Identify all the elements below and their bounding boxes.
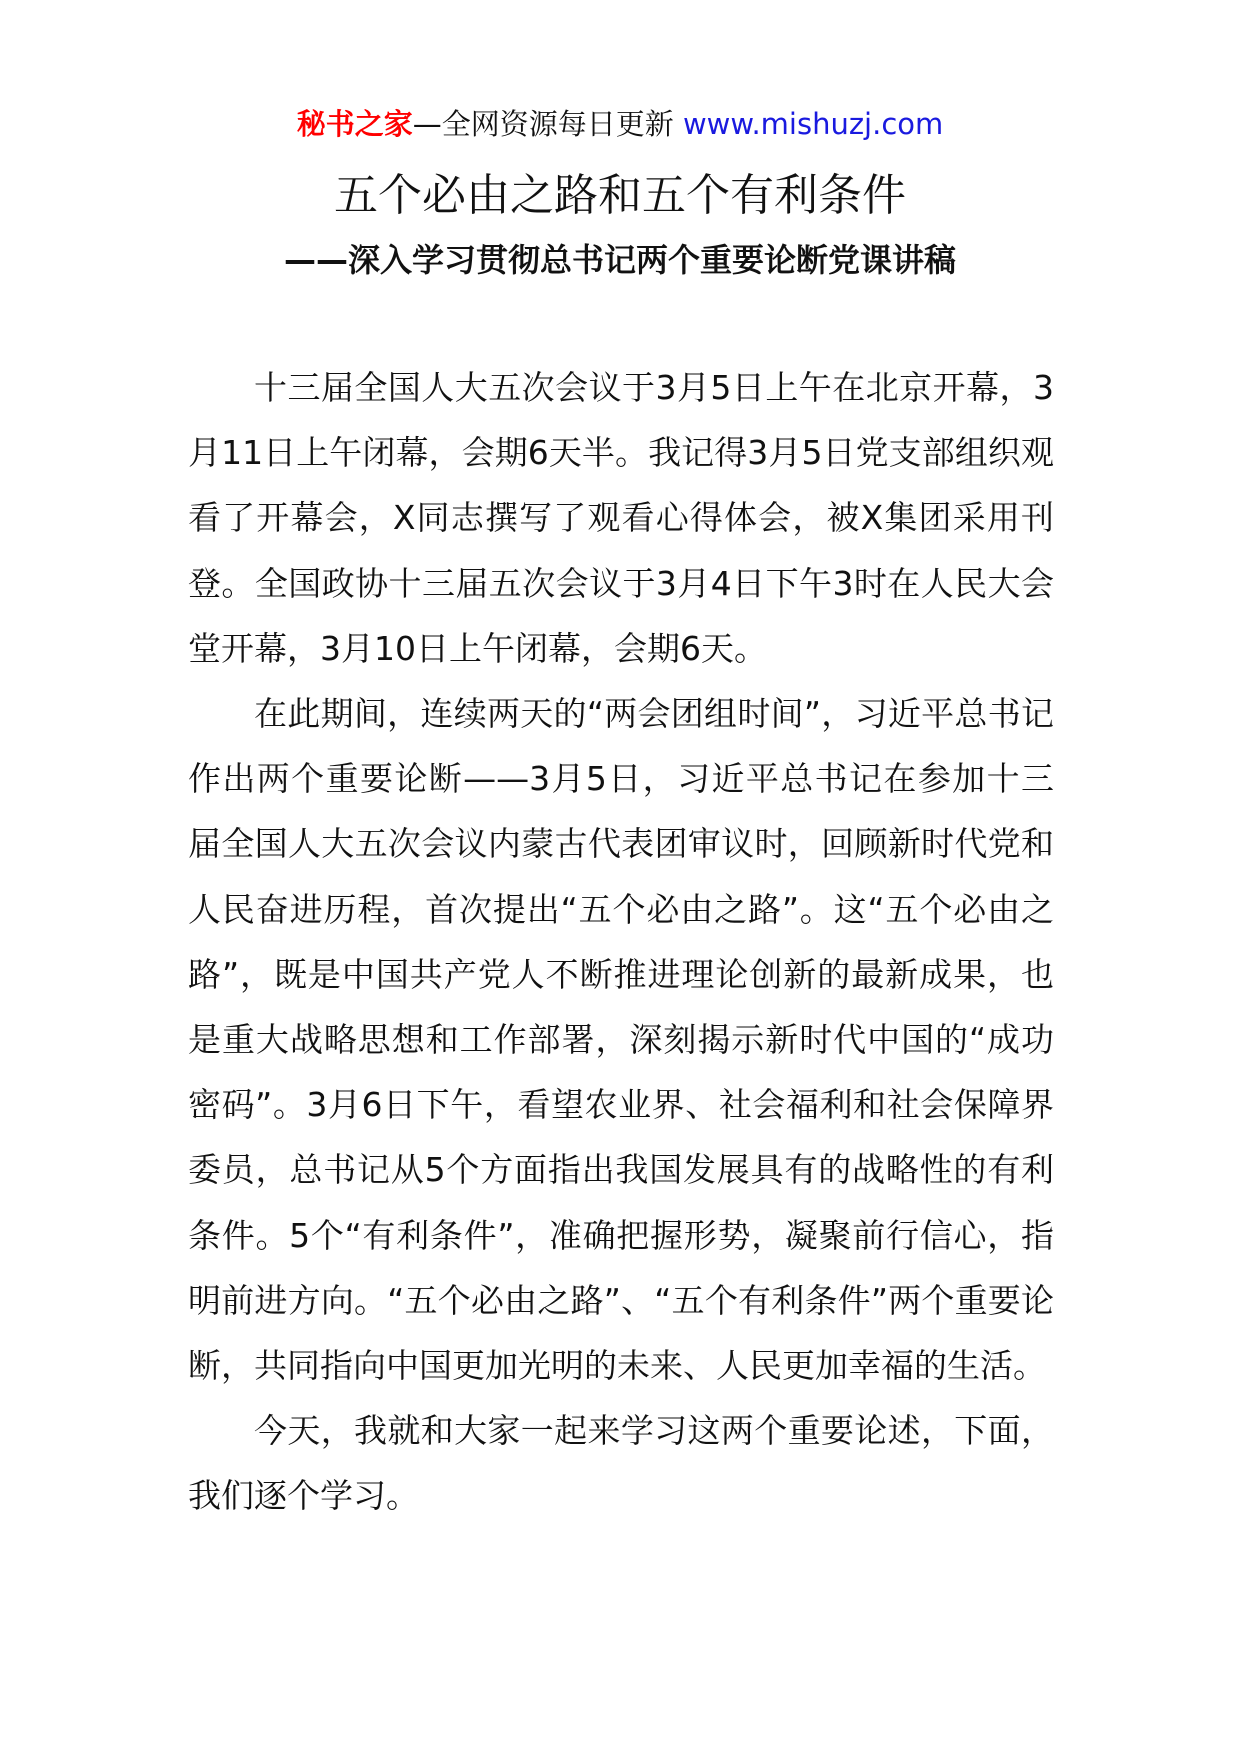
paragraph: 十三届全国人大五次会议于3月5日上午在北京开幕，3月11日上午闭幕，会期6天半。我记得3月5日党支部组织观看了开幕会，X同志撰写了观看心得体会，被X集团采用刊登。全国政协十三届五次会议于3月4日下午3时在人民大会堂开幕，3月10日上午闭幕，会期6天。 <box>188 368 1054 668</box>
header-tagline: —全网资源每日更新 <box>412 107 674 141</box>
document-body <box>188 355 1054 1529</box>
brand-name: 秘书之家 <box>296 107 413 141</box>
document-subtitle: ——深入学习贯彻总书记两个重要论断党课讲稿 <box>283 241 956 279</box>
paragraph: 在此期间，连续两天的“两会团组时间”，习近平总书记作出两个重要论断——3月5日，习近平总书记在参加十三届全国人大五次会议内蒙古代表团审议时，回顾新时代党和人民奋进历程，首次提出“五个必由之路”。这“五个必由之路”，既是中国共产党人不断推进理论创新的最新成果，也是重大战略思想和工作部署，深刻揭示新时代中国的“成功密码”。3月6日下午，看望农业界、社会福利和社会保障界委员，总书记从5个方面指出我国发展具有的战略性的有利条件。5个“有利条件”，准确把握形势，凝聚前行信心，指明前进方向。“五个必由之路”、“五个有利条件”两个重要论断，共同指向中国更加光明的未来、人民更加幸福的生活。 <box>188 694 1054 1386</box>
paragraph: 今天，我就和大家一起来学习这两个重要论述，下面，我们逐个学习。 <box>188 1411 1054 1516</box>
document-title: 五个必由之路和五个有利条件 <box>334 170 906 221</box>
site-header <box>0 100 1240 148</box>
site-url-link[interactable]: www.mishuzj.com <box>682 107 944 141</box>
